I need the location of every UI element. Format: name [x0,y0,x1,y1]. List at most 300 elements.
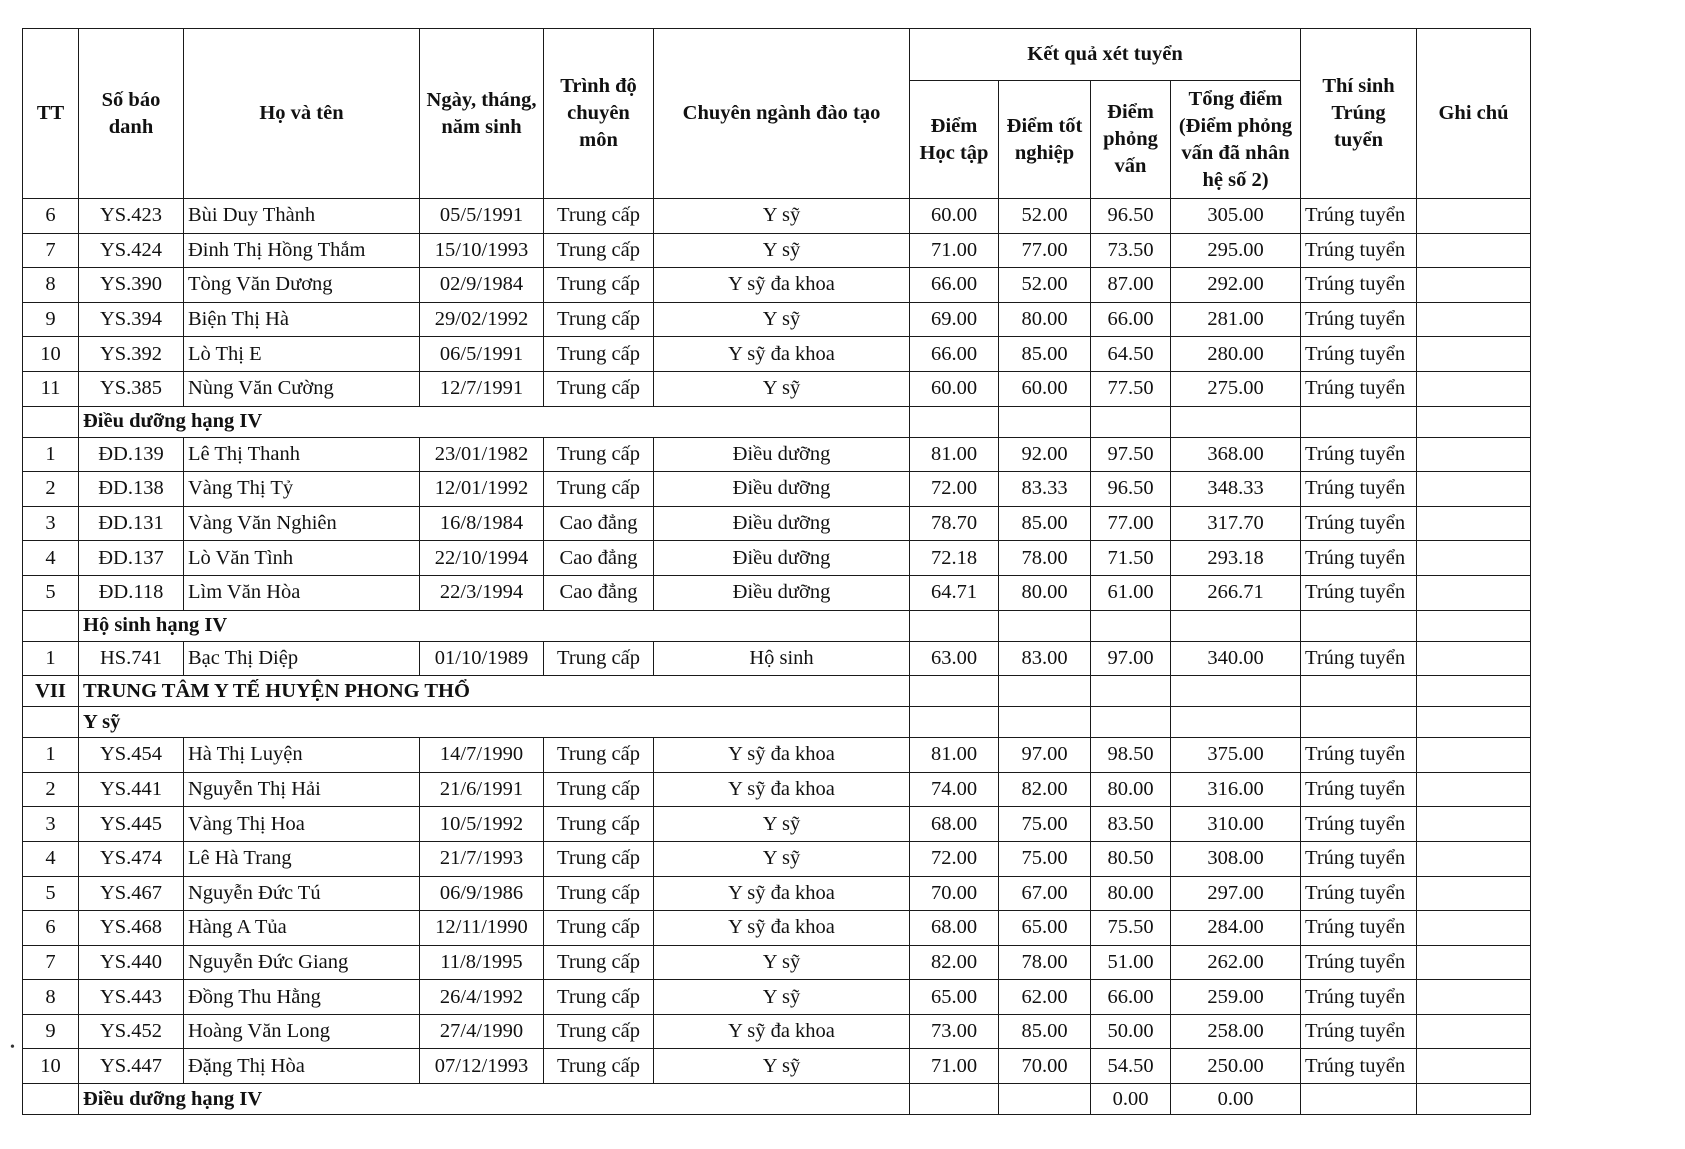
cell-ngay-sinh: 12/11/1990 [420,911,544,946]
cell-ghi-chu [1417,302,1531,337]
cell-tong-diem: 262.00 [1171,945,1301,980]
cell-tt: 2 [23,472,79,507]
cell-trinh-do: Trung cấp [544,911,654,946]
table-header [23,29,1531,199]
cell-tong-diem [1171,707,1301,738]
cell-so-bao-danh: YS.424 [79,233,184,268]
cell-ket-qua: Trúng tuyển [1301,302,1417,337]
cell-tong-diem: 375.00 [1171,738,1301,773]
section-title: Hộ sinh hạng IV [79,610,910,641]
cell-ket-qua: Trúng tuyển [1301,772,1417,807]
cell-ket-qua: Trúng tuyển [1301,738,1417,773]
cell-diem-tot-nghiep [999,707,1091,738]
col-header-ket-qua: Kết quả xét tuyển [910,29,1301,81]
cell-chuyen-nganh: Y sỹ đa khoa [654,738,910,773]
table-row [23,980,1531,1015]
cell-ghi-chu [1417,472,1531,507]
cell-trinh-do: Trung cấp [544,268,654,303]
cell-chuyen-nganh: Y sỹ đa khoa [654,337,910,372]
cell-ket-qua: Trúng tuyển [1301,876,1417,911]
col-header-ghi-chu: Ghi chú [1417,29,1531,199]
cell-ghi-chu [1417,610,1531,641]
cell-tong-diem: 266.71 [1171,575,1301,610]
cell-ghi-chu [1417,337,1531,372]
cell-tt: 9 [23,1014,79,1049]
cell-tong-diem: 280.00 [1171,337,1301,372]
cell-ghi-chu [1417,371,1531,406]
cell-ket-qua: Trúng tuyển [1301,371,1417,406]
cell-tong-diem: 281.00 [1171,302,1301,337]
cell-diem-hoc-tap: 69.00 [910,302,999,337]
section-row [23,676,1531,707]
cell-diem-tot-nghiep: 67.00 [999,876,1091,911]
cell-diem-phong-van: 75.50 [1091,911,1171,946]
cell-diem-hoc-tap [910,406,999,437]
cell-diem-phong-van: 77.50 [1091,371,1171,406]
cell-ho-ten: Nguyễn Đức Giang [184,945,420,980]
cell-tong-diem: 0.00 [1171,1084,1301,1115]
table-row [23,1049,1531,1084]
section-number [23,610,79,641]
cell-diem-phong-van [1091,610,1171,641]
results-table [22,28,1531,1115]
cell-ho-ten: Vàng Thị Tỷ [184,472,420,507]
cell-ghi-chu [1417,738,1531,773]
cell-chuyen-nganh: Y sỹ [654,199,910,234]
cell-ho-ten: Đặng Thị Hòa [184,1049,420,1084]
cell-ghi-chu [1417,911,1531,946]
cell-chuyen-nganh: Y sỹ [654,945,910,980]
cell-diem-tot-nghiep: 75.00 [999,841,1091,876]
cell-tong-diem: 368.00 [1171,437,1301,472]
cell-diem-hoc-tap: 82.00 [910,945,999,980]
section-row [23,1084,1531,1115]
cell-diem-hoc-tap: 65.00 [910,980,999,1015]
cell-ket-qua: Trúng tuyển [1301,911,1417,946]
cell-diem-tot-nghiep: 82.00 [999,772,1091,807]
cell-tt: 1 [23,437,79,472]
cell-ngay-sinh: 02/9/1984 [420,268,544,303]
cell-ghi-chu [1417,199,1531,234]
cell-so-bao-danh: ĐD.139 [79,437,184,472]
cell-diem-hoc-tap: 78.70 [910,506,999,541]
cell-tt: 5 [23,575,79,610]
cell-ghi-chu [1417,268,1531,303]
cell-diem-hoc-tap: 73.00 [910,1014,999,1049]
cell-tong-diem [1171,610,1301,641]
cell-trinh-do: Trung cấp [544,980,654,1015]
cell-ket-qua: Trúng tuyển [1301,233,1417,268]
cell-tong-diem: 308.00 [1171,841,1301,876]
cell-diem-phong-van: 64.50 [1091,337,1171,372]
cell-trinh-do: Trung cấp [544,876,654,911]
cell-ngay-sinh: 27/4/1990 [420,1014,544,1049]
section-title: TRUNG TÂM Y TẾ HUYỆN PHONG THỔ [79,676,910,707]
table-row [23,506,1531,541]
cell-ket-qua [1301,610,1417,641]
cell-diem-tot-nghiep: 97.00 [999,738,1091,773]
cell-ket-qua: Trúng tuyển [1301,641,1417,676]
cell-tt: 4 [23,541,79,576]
cell-ho-ten: Đồng Thu Hằng [184,980,420,1015]
cell-tong-diem: 310.00 [1171,807,1301,842]
table-row [23,911,1531,946]
cell-ho-ten: Lìm Văn Hòa [184,575,420,610]
cell-tt: 7 [23,233,79,268]
cell-trinh-do: Trung cấp [544,1049,654,1084]
scan-mark: • [10,1040,15,1055]
table-row [23,302,1531,337]
cell-chuyen-nganh: Điều dưỡng [654,437,910,472]
cell-ho-ten: Nguyễn Thị Hải [184,772,420,807]
cell-diem-phong-van: 97.00 [1091,641,1171,676]
table-row [23,337,1531,372]
cell-ngay-sinh: 07/12/1993 [420,1049,544,1084]
cell-so-bao-danh: ĐD.138 [79,472,184,507]
cell-ngay-sinh: 16/8/1984 [420,506,544,541]
cell-ho-ten: Nguyễn Đức Tú [184,876,420,911]
cell-tt: 1 [23,641,79,676]
table-row [23,945,1531,980]
cell-ngay-sinh: 29/02/1992 [420,302,544,337]
cell-ket-qua: Trúng tuyển [1301,841,1417,876]
cell-ngay-sinh: 05/5/1991 [420,199,544,234]
cell-diem-tot-nghiep [999,406,1091,437]
cell-diem-phong-van: 61.00 [1091,575,1171,610]
cell-tong-diem: 348.33 [1171,472,1301,507]
cell-ngay-sinh: 01/10/1989 [420,641,544,676]
cell-diem-tot-nghiep: 85.00 [999,506,1091,541]
cell-chuyen-nganh: Y sỹ đa khoa [654,268,910,303]
cell-ghi-chu [1417,1084,1531,1115]
cell-diem-hoc-tap: 68.00 [910,911,999,946]
cell-ghi-chu [1417,437,1531,472]
cell-ho-ten: Hà Thị Luyện [184,738,420,773]
cell-diem-hoc-tap: 81.00 [910,437,999,472]
cell-tong-diem [1171,676,1301,707]
cell-diem-hoc-tap: 72.00 [910,472,999,507]
cell-ket-qua: Trúng tuyển [1301,506,1417,541]
cell-tong-diem: 292.00 [1171,268,1301,303]
cell-diem-tot-nghiep: 60.00 [999,371,1091,406]
cell-trinh-do: Trung cấp [544,841,654,876]
cell-trinh-do: Trung cấp [544,1014,654,1049]
cell-chuyen-nganh: Điều dưỡng [654,541,910,576]
section-number [23,406,79,437]
cell-tt: 1 [23,738,79,773]
cell-diem-tot-nghiep: 78.00 [999,945,1091,980]
cell-diem-tot-nghiep [999,676,1091,707]
cell-ngay-sinh: 23/01/1982 [420,437,544,472]
cell-so-bao-danh: ĐD.131 [79,506,184,541]
cell-so-bao-danh: YS.452 [79,1014,184,1049]
cell-diem-hoc-tap: 64.71 [910,575,999,610]
cell-diem-hoc-tap [910,1084,999,1115]
cell-ket-qua [1301,676,1417,707]
cell-tt: 8 [23,268,79,303]
cell-diem-hoc-tap: 63.00 [910,641,999,676]
cell-diem-tot-nghiep: 83.33 [999,472,1091,507]
cell-chuyen-nganh: Y sỹ [654,980,910,1015]
cell-trinh-do: Cao đẳng [544,506,654,541]
cell-so-bao-danh: YS.390 [79,268,184,303]
cell-ho-ten: Nùng Văn Cường [184,371,420,406]
col-header-diem-phong-van: Điểm phỏng vấn [1091,81,1171,199]
section-row [23,707,1531,738]
cell-diem-tot-nghiep: 65.00 [999,911,1091,946]
cell-so-bao-danh: YS.468 [79,911,184,946]
cell-ghi-chu [1417,506,1531,541]
cell-ket-qua: Trúng tuyển [1301,541,1417,576]
cell-ket-qua: Trúng tuyển [1301,945,1417,980]
section-number [23,1084,79,1115]
table-row [23,807,1531,842]
cell-ngay-sinh: 06/9/1986 [420,876,544,911]
cell-so-bao-danh: YS.385 [79,371,184,406]
cell-diem-phong-van: 96.50 [1091,199,1171,234]
cell-ket-qua: Trúng tuyển [1301,980,1417,1015]
cell-diem-phong-van [1091,406,1171,437]
col-header-diem-hoc-tap: Điểm Học tập [910,81,999,199]
cell-diem-hoc-tap [910,610,999,641]
cell-trinh-do: Trung cấp [544,437,654,472]
cell-chuyen-nganh: Y sỹ [654,302,910,337]
table-row [23,268,1531,303]
cell-trinh-do: Trung cấp [544,302,654,337]
cell-chuyen-nganh: Y sỹ [654,841,910,876]
cell-tong-diem: 250.00 [1171,1049,1301,1084]
cell-ngay-sinh: 12/7/1991 [420,371,544,406]
cell-ho-ten: Bạc Thị Diệp [184,641,420,676]
cell-diem-phong-van: 80.00 [1091,772,1171,807]
cell-diem-tot-nghiep: 83.00 [999,641,1091,676]
cell-ket-qua: Trúng tuyển [1301,1014,1417,1049]
cell-ho-ten: Vàng Thị Hoa [184,807,420,842]
cell-diem-tot-nghiep [999,610,1091,641]
table-row [23,371,1531,406]
cell-tt: 10 [23,1049,79,1084]
cell-chuyen-nganh: Y sỹ đa khoa [654,1014,910,1049]
cell-ho-ten: Biện Thị Hà [184,302,420,337]
cell-ho-ten: Vàng Văn Nghiên [184,506,420,541]
cell-trinh-do: Trung cấp [544,233,654,268]
cell-diem-phong-van: 66.00 [1091,980,1171,1015]
cell-ket-qua: Trúng tuyển [1301,1049,1417,1084]
table-row [23,876,1531,911]
cell-diem-hoc-tap: 72.18 [910,541,999,576]
cell-ket-qua: Trúng tuyển [1301,575,1417,610]
cell-diem-phong-van: 98.50 [1091,738,1171,773]
cell-ghi-chu [1417,876,1531,911]
cell-tt: 6 [23,911,79,946]
cell-trinh-do: Trung cấp [544,472,654,507]
cell-diem-phong-van: 54.50 [1091,1049,1171,1084]
section-title: Điều dưỡng hạng IV [79,1084,910,1115]
table-row [23,841,1531,876]
cell-so-bao-danh: YS.441 [79,772,184,807]
cell-so-bao-danh: YS.394 [79,302,184,337]
cell-ket-qua: Trúng tuyển [1301,337,1417,372]
cell-so-bao-danh: HS.741 [79,641,184,676]
cell-diem-tot-nghiep: 77.00 [999,233,1091,268]
cell-tong-diem: 297.00 [1171,876,1301,911]
cell-ngay-sinh: 26/4/1992 [420,980,544,1015]
section-row [23,610,1531,641]
cell-ket-qua: Trúng tuyển [1301,199,1417,234]
table-row [23,199,1531,234]
cell-tt: 7 [23,945,79,980]
cell-ghi-chu [1417,676,1531,707]
cell-diem-phong-van: 51.00 [1091,945,1171,980]
col-header-tong-diem: Tổng điểm (Điểm phỏng vấn đã nhân hệ số 2) [1171,81,1301,199]
cell-ngay-sinh: 22/3/1994 [420,575,544,610]
cell-so-bao-danh: YS.443 [79,980,184,1015]
col-header-so-bao-danh: Số báo danh [79,29,184,199]
cell-diem-phong-van: 71.50 [1091,541,1171,576]
cell-ket-qua: Trúng tuyển [1301,472,1417,507]
cell-so-bao-danh: YS.392 [79,337,184,372]
cell-so-bao-danh: YS.447 [79,1049,184,1084]
cell-trinh-do: Cao đẳng [544,541,654,576]
col-header-trinh-do: Trình độ chuyên môn [544,29,654,199]
cell-ghi-chu [1417,233,1531,268]
table-row [23,437,1531,472]
cell-tt: 2 [23,772,79,807]
cell-tt: 10 [23,337,79,372]
cell-diem-tot-nghiep: 85.00 [999,337,1091,372]
cell-ho-ten: Đinh Thị Hồng Thắm [184,233,420,268]
col-header-chuyen-nganh: Chuyên ngành đào tạo [654,29,910,199]
col-header-ho-ten: Họ và tên [184,29,420,199]
cell-diem-hoc-tap: 70.00 [910,876,999,911]
cell-so-bao-danh: ĐD.137 [79,541,184,576]
cell-diem-hoc-tap [910,676,999,707]
cell-tong-diem [1171,406,1301,437]
cell-chuyen-nganh: Y sỹ [654,233,910,268]
cell-diem-tot-nghiep [999,1084,1091,1115]
cell-chuyen-nganh: Điều dưỡng [654,575,910,610]
cell-ho-ten: Tòng Văn Dương [184,268,420,303]
cell-ghi-chu [1417,980,1531,1015]
cell-diem-phong-van: 87.00 [1091,268,1171,303]
cell-tt: 9 [23,302,79,337]
table-row [23,472,1531,507]
cell-diem-tot-nghiep: 80.00 [999,575,1091,610]
cell-diem-phong-van [1091,707,1171,738]
cell-tt: 3 [23,506,79,541]
section-number: VII [23,676,79,707]
cell-tong-diem: 259.00 [1171,980,1301,1015]
cell-ngay-sinh: 21/7/1993 [420,841,544,876]
cell-diem-tot-nghiep: 78.00 [999,541,1091,576]
cell-diem-tot-nghiep: 52.00 [999,268,1091,303]
cell-diem-tot-nghiep: 85.00 [999,1014,1091,1049]
cell-diem-phong-van: 97.50 [1091,437,1171,472]
table-row [23,233,1531,268]
cell-ngay-sinh: 11/8/1995 [420,945,544,980]
cell-ho-ten: Lò Thị E [184,337,420,372]
cell-chuyen-nganh: Y sỹ [654,807,910,842]
cell-diem-hoc-tap: 74.00 [910,772,999,807]
cell-diem-hoc-tap: 71.00 [910,233,999,268]
cell-ghi-chu [1417,772,1531,807]
cell-chuyen-nganh: Điều dưỡng [654,472,910,507]
cell-tong-diem: 293.18 [1171,541,1301,576]
cell-trinh-do: Trung cấp [544,738,654,773]
cell-ngay-sinh: 12/01/1992 [420,472,544,507]
table-row [23,738,1531,773]
cell-diem-phong-van: 96.50 [1091,472,1171,507]
cell-chuyen-nganh: Y sỹ đa khoa [654,876,910,911]
cell-diem-tot-nghiep: 62.00 [999,980,1091,1015]
cell-ket-qua [1301,406,1417,437]
cell-ghi-chu [1417,406,1531,437]
cell-ghi-chu [1417,641,1531,676]
col-header-tt: TT [23,29,79,199]
cell-diem-tot-nghiep: 70.00 [999,1049,1091,1084]
cell-diem-hoc-tap: 60.00 [910,371,999,406]
cell-diem-hoc-tap: 71.00 [910,1049,999,1084]
cell-diem-hoc-tap: 66.00 [910,268,999,303]
cell-ho-ten: Lê Hà Trang [184,841,420,876]
cell-diem-hoc-tap: 68.00 [910,807,999,842]
cell-tt: 3 [23,807,79,842]
cell-tt: 11 [23,371,79,406]
cell-chuyen-nganh: Y sỹ đa khoa [654,911,910,946]
cell-chuyen-nganh: Y sỹ đa khoa [654,772,910,807]
cell-diem-hoc-tap [910,707,999,738]
cell-ghi-chu [1417,541,1531,576]
cell-chuyen-nganh: Hộ sinh [654,641,910,676]
cell-chuyen-nganh: Điều dưỡng [654,506,910,541]
table-row [23,641,1531,676]
cell-ghi-chu [1417,945,1531,980]
cell-diem-phong-van: 50.00 [1091,1014,1171,1049]
table-row [23,541,1531,576]
cell-ngay-sinh: 14/7/1990 [420,738,544,773]
cell-diem-tot-nghiep: 52.00 [999,199,1091,234]
cell-diem-tot-nghiep: 80.00 [999,302,1091,337]
table-body [23,199,1531,1115]
cell-diem-phong-van: 77.00 [1091,506,1171,541]
cell-diem-phong-van: 80.50 [1091,841,1171,876]
cell-diem-phong-van: 73.50 [1091,233,1171,268]
section-number [23,707,79,738]
cell-tong-diem: 275.00 [1171,371,1301,406]
cell-tt: 5 [23,876,79,911]
cell-so-bao-danh: YS.445 [79,807,184,842]
cell-so-bao-danh: YS.440 [79,945,184,980]
cell-diem-hoc-tap: 81.00 [910,738,999,773]
cell-trinh-do: Trung cấp [544,772,654,807]
cell-diem-hoc-tap: 66.00 [910,337,999,372]
cell-ket-qua [1301,1084,1417,1115]
cell-ghi-chu [1417,575,1531,610]
cell-tong-diem: 284.00 [1171,911,1301,946]
cell-tong-diem: 340.00 [1171,641,1301,676]
cell-ghi-chu [1417,841,1531,876]
cell-ghi-chu [1417,707,1531,738]
cell-diem-phong-van: 80.00 [1091,876,1171,911]
cell-trinh-do: Trung cấp [544,371,654,406]
cell-ngay-sinh: 10/5/1992 [420,807,544,842]
cell-trinh-do: Trung cấp [544,945,654,980]
col-header-ngay-sinh: Ngày, tháng, năm sinh [420,29,544,199]
table-row [23,772,1531,807]
cell-trinh-do: Trung cấp [544,641,654,676]
cell-tong-diem: 305.00 [1171,199,1301,234]
cell-tong-diem: 316.00 [1171,772,1301,807]
